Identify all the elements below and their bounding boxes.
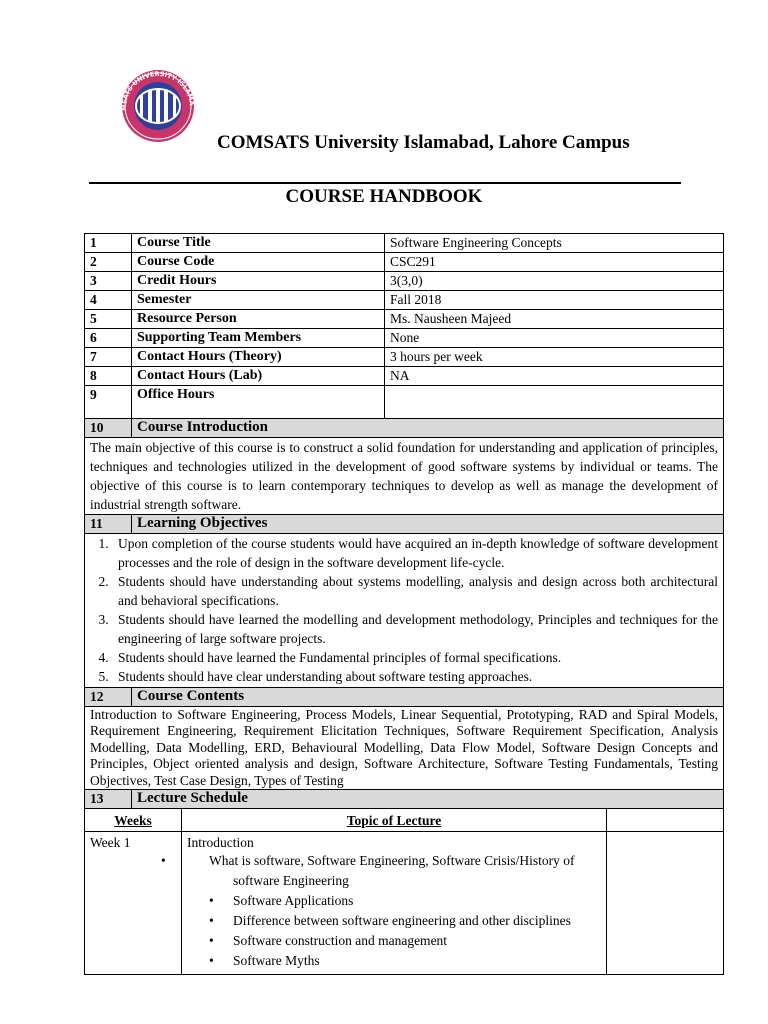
university-name: COMSATS University Islamabad, Lahore Campus: [217, 132, 630, 153]
row-label: Course Title: [132, 234, 385, 253]
section-header-contents: [85, 688, 724, 707]
info-row: [85, 386, 724, 419]
list-item: 5. Students should have clear understanding about software testing approaches.: [112, 667, 718, 686]
row-label: Contact Hours (Lab): [132, 367, 385, 386]
section-number: 11: [85, 515, 132, 534]
list-item: • Software Applications: [209, 891, 601, 911]
row-label: Course Code: [132, 253, 385, 272]
topic-heading: Introduction: [187, 835, 254, 850]
row-number: 4: [85, 291, 132, 310]
university-logo: [112, 68, 204, 144]
info-row: [85, 367, 724, 386]
row-label: Supporting Team Members: [132, 329, 385, 348]
schedule-header-row: [85, 809, 724, 832]
row-number: 8: [85, 367, 132, 386]
section-number: 13: [85, 790, 132, 809]
row-label: Office Hours: [132, 386, 385, 419]
list-item: 2. Students should have understanding about systems modelling, analysis and design across both architectural and behavioral specifications.: [112, 572, 718, 610]
section-title: Course Introduction: [132, 419, 724, 438]
row-value: 3 hours per week: [385, 348, 724, 367]
section-body-contents: [85, 707, 724, 790]
objectives-cell: [85, 534, 724, 688]
extra-cell: [607, 832, 724, 975]
topic-cell: [182, 832, 607, 975]
course-info-table: [84, 233, 724, 809]
info-row: [85, 310, 724, 329]
list-item: • Difference between software engineering and other disciplines: [209, 911, 601, 931]
row-label: Resource Person: [132, 310, 385, 329]
topic-list: [187, 851, 601, 971]
info-row: [85, 329, 724, 348]
list-item: • Software construction and management: [209, 931, 601, 951]
lecture-schedule-table: [84, 808, 724, 975]
list-item: 3. Students should have learned the modelling and development methodology, Principles and techniques for the engineering of large software projects.: [112, 610, 718, 648]
row-value: 3(3,0): [385, 272, 724, 291]
section-number: 10: [85, 419, 132, 438]
info-row: [85, 234, 724, 253]
extra-column-header: [607, 809, 724, 832]
row-value: [385, 386, 724, 419]
list-item: 4. Students should have learned the Fundamental principles of formal specifications.: [112, 648, 718, 667]
section-header-intro: [85, 419, 724, 438]
svg-text:COMSATS UNIVERSITY ISLAMABAD: MSATS UNIVERSITY ISLAMA: [119, 69, 196, 111]
info-row: [85, 291, 724, 310]
section-title: Learning Objectives: [132, 515, 724, 534]
section-body-objectives: [85, 534, 724, 688]
info-row: [85, 253, 724, 272]
week-cell: Week 1: [85, 832, 182, 975]
row-value: NA: [385, 367, 724, 386]
intro-text: The main objective of this course is to construct a solid foundation for understanding and application of principles, techniques and technologies utilized in the development of good software systems by individual or teams. The objective of this course is to learn contemporary techniques to develop as well as manage the development of industrial strength software.: [85, 438, 724, 515]
row-label: Contact Hours (Theory): [132, 348, 385, 367]
section-header-schedule: [85, 790, 724, 809]
section-body-intro: [85, 438, 724, 515]
row-number: 1: [85, 234, 132, 253]
list-item: • What is software, Software Engineering, Software Crisis/History of software Engineering: [185, 851, 601, 891]
section-number: 12: [85, 688, 132, 707]
list-item: • Software Myths: [209, 951, 601, 971]
document-title: COURSE HANDBOOK: [285, 186, 483, 207]
list-item: 1. Upon completion of the course students would have acquired an in-depth knowledge of software development processes and the role of design in the software development life-cycle.: [112, 534, 718, 572]
info-row: [85, 272, 724, 291]
table-row: [85, 832, 724, 975]
info-row: [85, 348, 724, 367]
objectives-list: [90, 534, 718, 686]
section-title: Lecture Schedule: [132, 790, 724, 809]
row-value: Ms. Nausheen Majeed: [385, 310, 724, 329]
weeks-column-header: Weeks: [85, 809, 182, 832]
row-number: 7: [85, 348, 132, 367]
topic-column-header: Topic of Lecture: [182, 809, 607, 832]
row-number: 3: [85, 272, 132, 291]
section-header-objectives: [85, 515, 724, 534]
row-number: 6: [85, 329, 132, 348]
contents-text: Introduction to Software Engineering, Process Models, Linear Sequential, Prototyping, RAD and Spiral Models, Requirement Engineering, Requirement Elicitation Techniques, Software Requirement Specification, Analysis Modelling, Data Modelling, ERD, Behavioural Modelling, Data Flow Model, Software Design Concepts and Principles, Object oriented analysis and design, Software Architecture, Software Testing Fundamentals, Testing Objectives, Test Case Design, Types of Testing: [85, 707, 724, 790]
row-value: Software Engineering Concepts: [385, 234, 724, 253]
row-number: 9: [85, 386, 132, 419]
row-value: Fall 2018: [385, 291, 724, 310]
row-number: 5: [85, 310, 132, 329]
row-value: CSC291: [385, 253, 724, 272]
section-title: Course Contents: [132, 688, 724, 707]
row-label: Credit Hours: [132, 272, 385, 291]
row-label: Semester: [132, 291, 385, 310]
row-number: 2: [85, 253, 132, 272]
header-divider: [89, 182, 681, 184]
row-value: None: [385, 329, 724, 348]
